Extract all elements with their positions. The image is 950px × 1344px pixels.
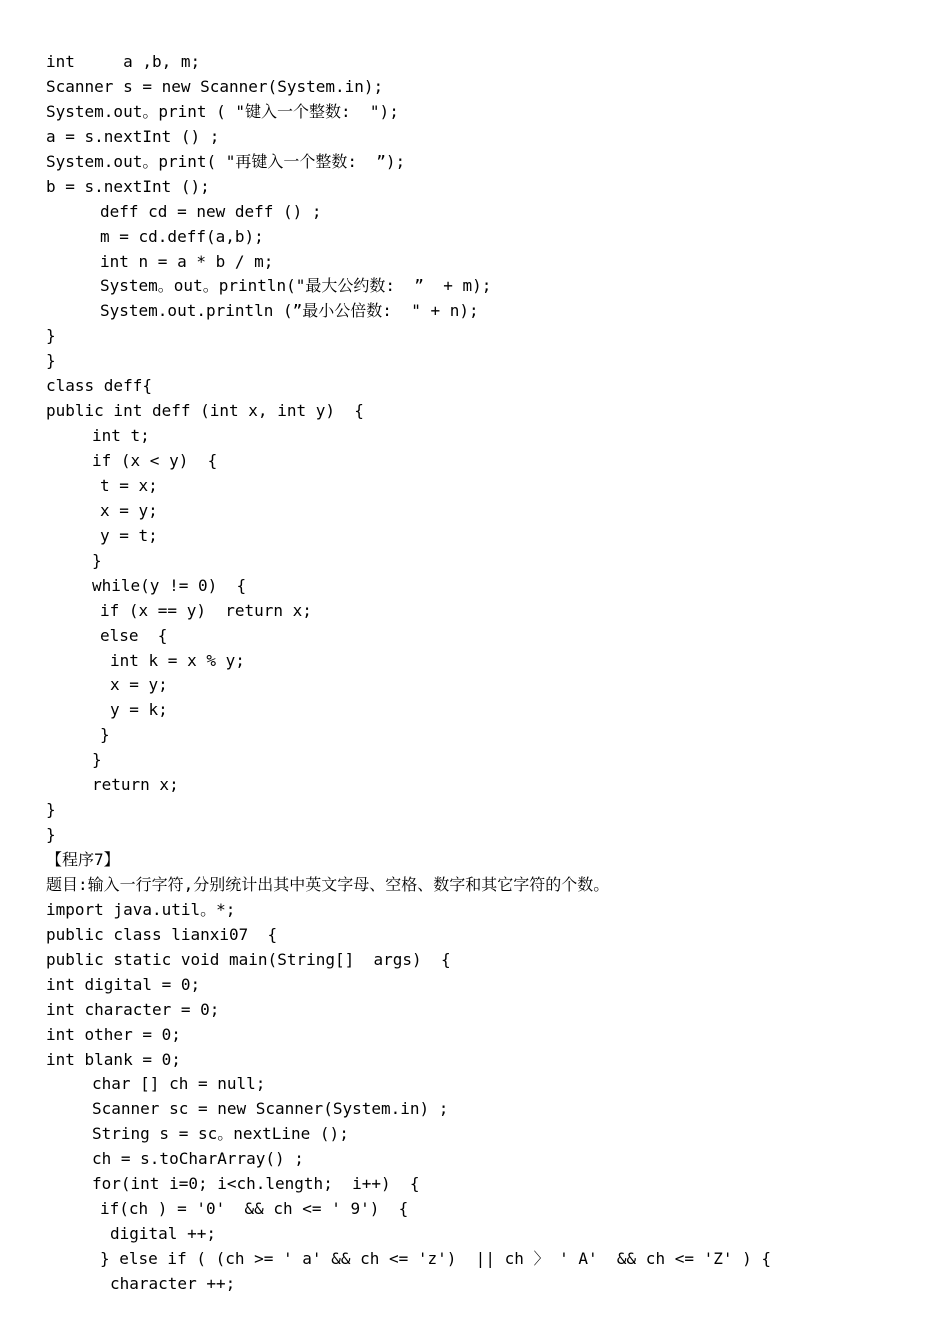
code-line: a = s.nextInt () ; <box>46 126 220 146</box>
code-line: public int deff (int x, int y) { <box>46 401 364 421</box>
code-line: b = s.nextInt (); <box>46 176 210 196</box>
code-line: digital ++; <box>110 1224 216 1244</box>
code-line: Scanner sc = new Scanner(System.in) ; <box>92 1099 449 1119</box>
code-line: int digital = 0; <box>46 974 201 994</box>
code-line: } <box>100 725 110 745</box>
code-line: x = y; <box>100 500 158 520</box>
code-line: } <box>46 800 56 820</box>
code-line: 【程序7】 <box>46 850 120 869</box>
code-line: y = k; <box>110 700 168 720</box>
code-line: } <box>92 550 102 570</box>
code-line: System.out.println (”最小公倍数: " + n); <box>100 301 479 321</box>
code-line: int n = a * b / m; <box>100 251 274 271</box>
code-line: int other = 0; <box>46 1024 181 1044</box>
code-line: public class lianxi07 { <box>46 924 278 944</box>
code-line: y = t; <box>100 525 158 545</box>
code-line: int a ,b, m; <box>46 52 201 71</box>
code-line: if(ch ) = '0' && ch <= ' 9') { <box>100 1199 409 1219</box>
code-line: int k = x % y; <box>110 650 245 670</box>
code-line: } <box>46 825 56 845</box>
code-line: System.out。print( "再键入一个整数: ”); <box>46 151 406 171</box>
code-line: 题目:输入一行字符,分别统计出其中英文字母、空格、数字和其它字符的个数。 <box>46 874 610 894</box>
code-line: while(y != 0) { <box>92 575 247 595</box>
code-line: } else if ( (ch >= ' a' && ch <= 'z') || ch 〉 ' A' && ch <= 'Z' ) { <box>100 1249 772 1268</box>
code-line: character ++; <box>110 1273 236 1293</box>
code-line: for(int i=0; i<ch.length; i++) { <box>92 1174 420 1194</box>
code-line: int t; <box>92 426 150 446</box>
code-line: } <box>46 351 56 371</box>
code-line: int character = 0; <box>46 999 220 1019</box>
code-line: m = cd.deff(a,b); <box>100 226 264 246</box>
code-line: System.out。print ( "键入一个整数: "); <box>46 101 399 121</box>
code-line: import java.util。*; <box>46 899 236 919</box>
code-line: deff cd = new deff () ; <box>100 201 322 221</box>
code-line: x = y; <box>110 675 168 695</box>
code-line: class deff{ <box>46 376 152 396</box>
code-line: t = x; <box>100 475 158 495</box>
code-listing <box>0 50 950 1297</box>
code-line: int blank = 0; <box>46 1049 181 1069</box>
code-line: public static void main(String[] args) { <box>46 949 451 969</box>
code-line: } <box>92 750 102 770</box>
code-line: if (x == y) return x; <box>100 600 312 620</box>
code-line: ch = s.toCharArray() ; <box>92 1149 304 1169</box>
code-line: } <box>46 326 56 346</box>
code-line: System。out。println("最大公约数: ” + m); <box>100 276 492 296</box>
code-line: else { <box>100 625 168 645</box>
code-line: Scanner s = new Scanner(System.in); <box>46 76 384 96</box>
code-line: char [] ch = null; <box>92 1074 266 1094</box>
code-line: String s = sc。nextLine (); <box>92 1124 349 1144</box>
code-line: return x; <box>92 775 179 795</box>
code-line: if (x < y) { <box>92 451 218 470</box>
